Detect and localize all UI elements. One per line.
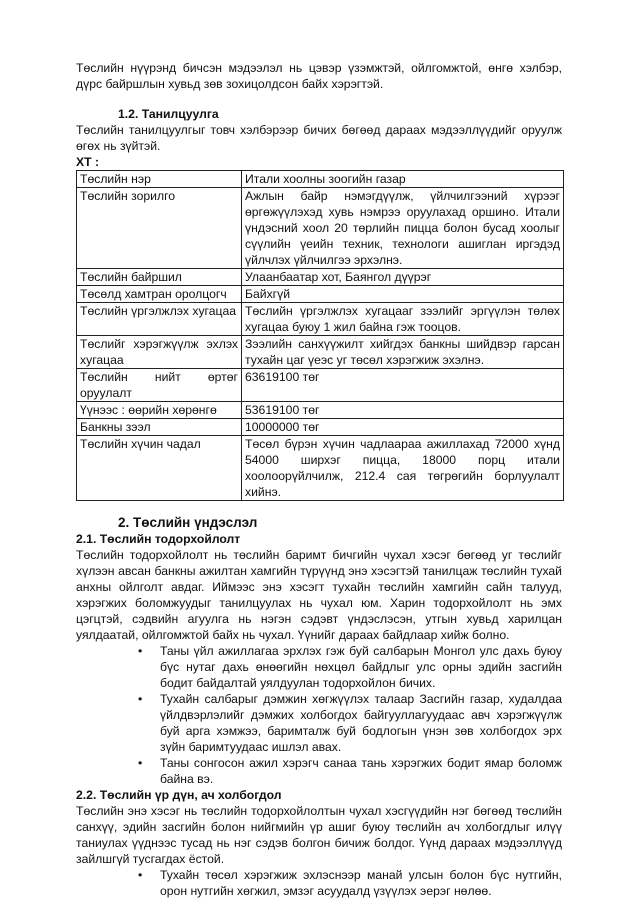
table-value-cell: Төслийн үргэлжлэх хугацааг зээлийг эргүүлэн төлөх хугацаа буюу 1 жил байна гэж тооцов. xyxy=(242,303,564,336)
section-1-2-heading: 1.2. Танилцуулга xyxy=(118,107,219,121)
table-value-cell: Итали хоолны зоогийн газар xyxy=(242,171,564,188)
section-2-heading: 2. Төслийн үндэслэл xyxy=(118,515,258,530)
table-key-cell: Төслийн хүчин чадал xyxy=(77,436,242,501)
table-row xyxy=(77,336,564,369)
table-row xyxy=(77,269,564,286)
table-value-cell: Зээлийн санхүүжилт хийгдэх банкны шийдвэр гарсан тухайн цаг үеэс уг төсөл хэрэгжиж эхэлнэ. xyxy=(242,336,564,369)
table-row xyxy=(77,303,564,336)
table-row xyxy=(77,402,564,419)
xt-label: ХТ : xyxy=(76,155,100,169)
table-row xyxy=(77,171,564,188)
table-key-cell: Төслийн нийт өртөг оруулалт xyxy=(77,369,242,402)
list-item-text: Тухайн салбарыг дэмжин хөгжүүлэх талаар Засгийн газар, худалдаа үйлдвэрлэлийг дэмжих холбогдох байгууллагуудаас авч хэрэгжүүлж буй арга хэмжээ, баримталж буй бодлогын үнэн зөв холбогдох эрх зүйн баримтуудаас ишлэл авах. xyxy=(160,692,562,754)
section-2-2-heading: 2.2. Төслийн үр дүн, ач холбогдол xyxy=(76,788,282,802)
section-2-2-bullet-list xyxy=(76,867,562,899)
table-value-cell: 10000000 төг xyxy=(242,419,564,436)
table-key-cell: Төслийн үргэлжлэх хугацаа xyxy=(77,303,242,336)
bullet-icon: • xyxy=(138,692,143,706)
table-key-cell: Үүнээс : өөрийн хөрөнгө xyxy=(77,402,242,419)
table-key-cell: Банкны зээл xyxy=(77,419,242,436)
section-2-2-paragraph: Төслийн энэ хэсэг нь төслийн тодорхойлолтын чухал хэсгүүдийн нэг бөгөөд төслийн санхүү, эдийн засгийн болон нийгмийн үр ашиг буюу төслийн ач холбогдлыг илүү таниулах үүднээс тусад нь нэг сэдэв болгон бичиж болдог. Үүнд дараах мэдээллүүд зайлшгүй тусгагдах ёстой. xyxy=(76,804,562,866)
table-row xyxy=(77,419,564,436)
bullet-icon: • xyxy=(138,756,143,770)
list-item xyxy=(76,643,562,691)
list-item-text: Таны сонгосон ажил хэрэгч санаа тань хэрэгжих бодит ямар боломж байна вэ. xyxy=(160,756,562,786)
bullet-icon: • xyxy=(138,644,143,658)
table-key-cell: Төслийн байршил xyxy=(77,269,242,286)
list-item xyxy=(76,691,562,755)
table-row xyxy=(77,369,564,402)
table-key-cell: Төслийн нэр xyxy=(77,171,242,188)
table-key-cell: Төслийг хэрэгжүүлж эхлэх хугацаа xyxy=(77,336,242,369)
table-value-cell: 63619100 төг xyxy=(242,369,564,402)
document-page xyxy=(76,60,562,899)
list-item xyxy=(76,755,562,787)
table-row xyxy=(77,286,564,303)
project-info-table xyxy=(76,170,564,501)
table-key-cell: Төсөлд хамтран оролцогч xyxy=(77,286,242,303)
section-2-1-heading: 2.1. Төслийн тодорхойлолт xyxy=(76,532,241,546)
table-row xyxy=(77,436,564,501)
table-value-cell: Улаанбаатар хот, Баянгол дүүрэг xyxy=(242,269,564,286)
table-value-cell: Төсөл бүрэн хүчин чадлаараа ажиллахад 72000 хүнд 54000 ширхэг пицца, 18000 порц итали хоолоорүйлчилж, 212.4 сая төгрөгийн борлуулалт хийнэ. xyxy=(242,436,564,501)
table-value-cell: Ажлын байр нэмэгдүүлж, үйлчилгээний хүрээг өргөжүүлэхэд хувь нэмрээ оруулахад оршино. Итали үндэсний хоол 20 төрлийн пицца болон бусад хоолыг сүүлийн үеийн техник, технологи ашиглан иргэдэд үйлчлэх үйлчилгээ эрхэлнэ. xyxy=(242,188,564,269)
list-item-text: Тухайн төсөл хэрэгжиж эхлэснээр манай улсын болон бүс нутгийн, орон нутгийн хөгжил, эмзэг асуудалд үзүүлэх эерэг нөлөө. xyxy=(160,868,562,898)
section-2-1-bullet-list xyxy=(76,643,562,787)
intro-paragraph: Төслийн нүүрэнд бичсэн мэдээлэл нь цэвэр үзэмжтэй, ойлгомжтой, өнгө хэлбэр, дүрс байршлын хувьд зөв зохицолдсон байх хэрэгтэй. xyxy=(76,61,562,91)
section-2-1-paragraph: Төслийн тодорхойлолт нь төслийн баримт бичгийн чухал хэсэг бөгөөд уг төслийг хүлээн авсан банкны ажилтан хамгийн түрүүнд энэ хэсэгтэй танилцаж төслийн тухай анхны ойлголт авдаг. Иймээс энэ хэсэгт тухайн төслийн хамгийн сайн талууд, хэрэгжих боломжуудыг танилцуулах нь чухал юм. Харин тодорхойлолт нь эмх цэгцтэй, сэдвийн агуулга нь нэгэн сэдэвт үндэслэсэн, утгын хувьд харилцан уялдаатай, ойлгомжтой байх нь чухал. Үүнийг дараах байдлаар хийж болно. xyxy=(76,548,562,642)
table-value-cell: 53619100 төг xyxy=(242,402,564,419)
bullet-icon: • xyxy=(138,868,143,882)
list-item xyxy=(76,867,562,899)
table-value-cell: Байхгүй xyxy=(242,286,564,303)
table-row xyxy=(77,188,564,269)
table-key-cell: Төслийн зорилго xyxy=(77,188,242,269)
list-item-text: Таны үйл ажиллагаа эрхлэх гэж буй салбарын Монгол улс дахь буюу бүс нутаг дахь өнөөгийн нөхцөл байдлыг улс орны эдийн засгийн бодит байдалтай уялдуулан тодорхойлон бичих. xyxy=(160,644,562,690)
section-1-2-paragraph: Төслийн танилцуулгыг товч хэлбэрээр бичих бөгөөд дараах мэдээллүүдийг оруулж өгөх нь зүйтэй. xyxy=(76,123,562,153)
